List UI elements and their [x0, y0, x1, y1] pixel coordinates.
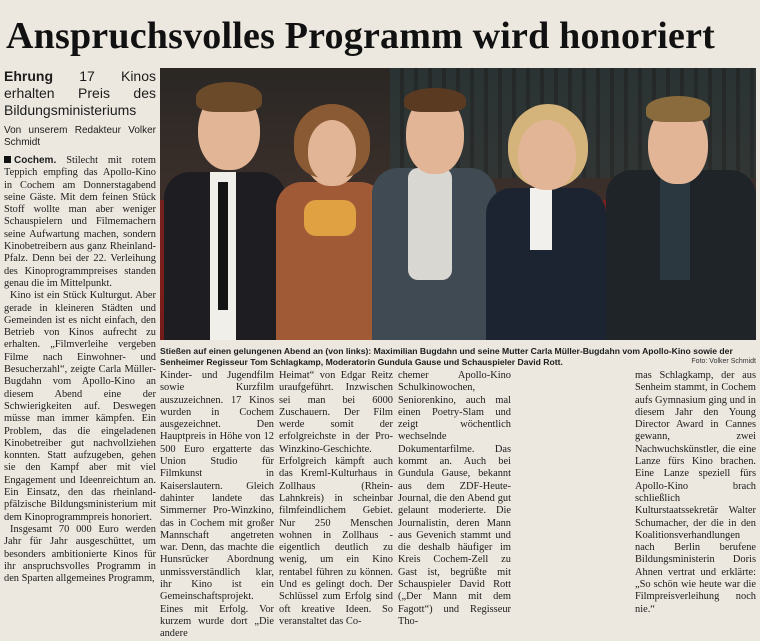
- kicker: [4, 68, 156, 119]
- person-tom: [368, 68, 498, 340]
- text-column-3: chemer Apollo-Kino Schulkinowochen, Seniorenkino, auch mal einen Poetry-Slam und zeigt wöchentlich wechselnde Dokumentarfilme. Das kommt an. Auch bei Gundula Gause, bekannt aus dem ZDF-Heute-Journal, die den Abend gut gelaunt moderierte. Die Journalistin, deren Mann aus Gevenich stammt und die deshalb häufiger im Kreis Cochem-Zell zu Gast ist, begrüßte mit Schauspieler David Rott („Der Mann mit dem Fagott“) und Regisseur Tho-: [398, 370, 511, 627]
- left-column: [4, 68, 156, 585]
- person-maximilian: [160, 68, 290, 340]
- text-column-1: Kinder- und Jugendfilm sowie Kurzfilm auszuzeichnen. 17 Kinos wurden in Cochem ausgezeichnet. Den Hauptpreis in Höhe von 12 500 Euro ergatterte das Union Studio für Filmkunst in Kaiserslautern. Gleich dahinter landete das Simmerner Pro-Winzkino, das in Cochem mit großer Mannschaft angetreten war. Denn, das machte die Hunsrücker Abordnung unmissverständlich klar, ihr Kino ist ein Gemeinschaftsprojekt. Eines mit Erfolg. Vor kurzem wurde dort „Die andere: [160, 370, 274, 640]
- paragraph-text: Stilecht mit rotem Teppich empfing das Apollo-Kino in Cochem am Donnerstagabend seine Gäste. Mit dem feinen Stück Stoff wollte man aber weniger Schauspielern und Filmemachern seine Aufwartung machen, sondern Kinobetreibern aus ganz Rheinland-Pfalz. Denn bei der 22. Verleihung des Kinoprogrammpreises standen genau die im Mittelpunkt.: [4, 155, 156, 289]
- body-paragraph: Insgesamt 70 000 Euro werden Jahr für Jahr ausgeschüttet, um besonders ambitionierte Kinos für ihr anspruchsvolles Programm in den Sparten allgemeines Programm,: [4, 523, 156, 585]
- headline: Anspruchsvolles Programm wird honoriert: [6, 15, 716, 57]
- person-gundula: [480, 68, 610, 340]
- text-column-2: Heimat“ von Edgar Reitz uraufgeführt. Inzwischen sei man bei 6000 Zuschauern. Der Film werde somit der erfolgreichste in der Pro-Winzkino-Geschichte. Erfolgreich kämpft auch das Kreml-Kulturhaus in Zollhaus (Rhein-Lahnkreis) in scheinbar filmfeindlichem Gebiet. Nur 250 Menschen wohnen in Zollhaus - eigentlich deutlich zu wenig, um ein Kino rentabel führen zu können. Und es gelingt doch. Der Schlüssel zum Erfolg sind oft kreative Ideen. So veranstaltet das Co-: [279, 370, 393, 627]
- person-david: [600, 68, 756, 340]
- lead-paragraph: [4, 155, 156, 290]
- dateline: Cochem.: [14, 155, 57, 166]
- byline: Von unserem Redakteur Volker Schmidt: [4, 125, 156, 148]
- photo-caption: Stießen auf einen gelungenen Abend an (von links): Maximilian Bugdahn und seine Mutter Carla Müller-Bugdahn vom Apollo-Kino sowie der Senheimer Regisseur Tom Schlagkamp, Moderatorin Gundula Gause und Schauspieler David Rott.: [160, 346, 733, 367]
- body-paragraph: Kino ist ein Stück Kulturgut. Aber gerade in kleineren Städten und Gemeinden ist es nicht einfach, den Betrieb von Kinos aufrecht zu erhalten. „Filmverleihe vergeben Filme nach Einwohner- und Besucherzahl“, zeigte Carla Müller-Bugdahn vom Apollo-Kino an diesem Abend eine der Schwierigkeiten auf. Deswegen müsse man immer kämpfen. Ein Problem, das die eingeladenen Kinobetreiber gut nachvollziehen konnten. Statt aufzugeben, gehen sie den Kampf aber mit viel Engagement und Ideenreichtum an. Ein Einsatz, den das rheinland-pfälzische Bildungsministerium mit dem Kinoprogrammpreis honoriert.: [4, 290, 156, 523]
- square-bullet-icon: [4, 156, 11, 163]
- kicker-text: 17 Kinos erhalten Preis des Bildungsministeriums: [4, 68, 156, 118]
- kicker-bold: Ehrung: [4, 68, 53, 84]
- photo-credit: Foto: Volker Schmidt: [691, 358, 756, 365]
- text-column-4: mas Schlagkamp, der aus Senheim stammt, in Cochem aufs Gymnasium ging und in diesem Jahr den Young Director Award in Cannes gewann, zwei Nachwuchskünstler, die eine Lanze fürs Kino brachen. Eine Lanze speziell fürs Apollo-Kino brach schließlich Kulturstaatssekretär Walter Schumacher, der die in den Koalitionsverhandlungen nach Berlin berufene Bildungsministerin Doris Ahnen vertrat und erklärte: „So schön wie heute war die Filmpreisverleihung noch nie.“: [635, 370, 756, 615]
- event-photo: [160, 68, 756, 340]
